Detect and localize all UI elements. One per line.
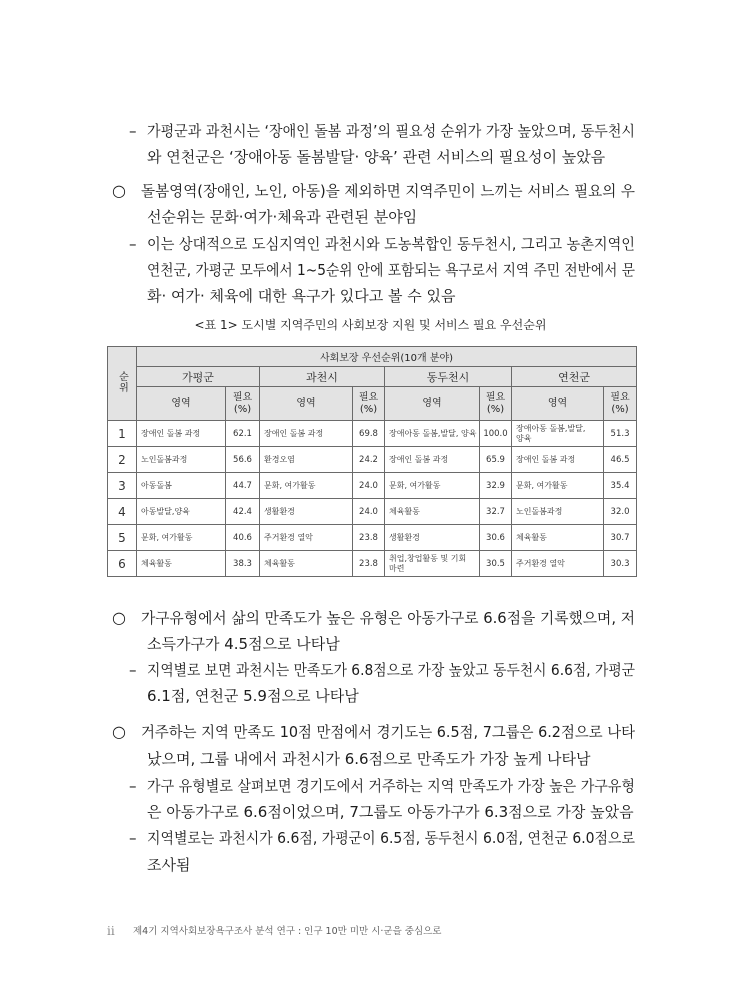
table-row	[108, 447, 637, 473]
bullet-item	[0, 657, 741, 717]
text-line: 소득가구가 4.5점으로 나타남	[147, 635, 340, 653]
need-cell: 51.3	[604, 421, 637, 447]
area-cell: 취업,창업활동 및 기회 마련	[385, 551, 480, 577]
need-cell: 30.5	[480, 551, 512, 577]
need-cell: 100.0	[480, 421, 512, 447]
table-row	[108, 473, 637, 499]
need-header: 필요(%)	[226, 387, 260, 421]
region-header: 가평군	[137, 367, 260, 387]
area-cell: 문화, 여가활동	[137, 525, 226, 551]
area-cell: 장애인 돌봄 과정	[137, 421, 226, 447]
need-cell: 30.3	[604, 551, 637, 577]
area-cell: 생활환경	[385, 525, 480, 551]
text-line: 났으며, 그룹 내에서 과천시가 6.6점으로 만족도가 가장 높게 나타남	[147, 750, 591, 768]
area-cell: 체육활동	[385, 499, 480, 525]
rank-header-label: 순위	[116, 371, 128, 393]
circle-marker: ○	[112, 181, 126, 200]
area-header: 영역	[385, 387, 480, 421]
area-header: 영역	[137, 387, 226, 421]
need-cell: 32.9	[480, 473, 512, 499]
need-cell: 24.2	[353, 447, 385, 473]
area-cell: 장애인 돌봄 과정	[385, 447, 480, 473]
rank-cell: 1	[108, 421, 137, 447]
need-cell: 24.0	[353, 499, 385, 525]
area-cell: 주거환경 열악	[512, 551, 604, 577]
region-header-row	[108, 367, 637, 387]
area-cell: 체육활동	[512, 525, 604, 551]
need-cell: 46.5	[604, 447, 637, 473]
need-cell: 23.8	[353, 551, 385, 577]
area-cell: 아동발달,양육	[137, 499, 226, 525]
bullet-item	[0, 605, 741, 665]
text-line: 화· 여가· 체육에 대한 욕구가 있다고 볼 수 있음	[147, 287, 456, 305]
table-caption: <표 1> 도시별 지역주민의 사회보장 지원 및 서비스 필요 우선순위	[194, 318, 547, 332]
text-line: 가구유형에서 삶의 만족도가 높은 유형은 아동가구로 6.6점을 기록했으며, 저	[141, 609, 635, 627]
rank-header	[108, 347, 137, 421]
text-line: 조사됨	[147, 856, 191, 874]
table-row	[108, 499, 637, 525]
need-cell: 65.9	[480, 447, 512, 473]
dash-marker: –	[129, 235, 137, 253]
circle-marker: ○	[112, 722, 126, 741]
page-number: ii	[107, 924, 115, 938]
need-cell: 32.0	[604, 499, 637, 525]
group-header: 사회보장 우선순위(10개 분야)	[137, 347, 637, 367]
area-cell: 장애인 돌봄 과정	[260, 421, 353, 447]
need-cell: 24.0	[353, 473, 385, 499]
text-line: 가구 유형별로 살펴보면 경기도에서 거주하는 지역 만족도가 가장 높은 가구유형	[147, 777, 635, 795]
dash-marker: –	[129, 829, 137, 847]
dash-marker: –	[129, 661, 137, 679]
dash-marker: –	[129, 122, 137, 140]
circle-marker: ○	[112, 608, 126, 627]
area-cell: 체육활동	[260, 551, 353, 577]
table-body	[108, 421, 637, 577]
region-header: 과천시	[260, 367, 385, 387]
need-header: 필요(%)	[353, 387, 385, 421]
text-line: 돌봄영역(장애인, 노인, 아동)을 제외하면 지역주민이 느끼는 서비스 필요의 우	[141, 182, 635, 200]
running-footer: 제4기 지역사회보장욕구조사 분석 연구 : 인구 10만 미만 시·군을 중심으로	[133, 926, 442, 937]
text-line: 와 연천군은 ‘장애아동 돌봄발달· 양육’ 관련 서비스의 필요성이 높았음	[147, 148, 606, 166]
text-line: 지역별로는 과천시가 6.6점, 가평군이 6.5점, 동두천시 6.0점, 연천군 6.0점으로	[147, 829, 635, 847]
need-cell: 30.7	[604, 525, 637, 551]
need-cell: 44.7	[226, 473, 260, 499]
bullet-item	[0, 773, 741, 833]
table-row	[108, 525, 637, 551]
area-header: 영역	[260, 387, 353, 421]
bullet-item	[0, 231, 741, 311]
bullet-item	[0, 825, 741, 885]
need-header: 필요(%)	[480, 387, 512, 421]
text-line: 선순위는 문화·여가·체육과 관련된 분야임	[147, 208, 418, 226]
need-cell: 23.8	[353, 525, 385, 551]
bullet-item	[0, 719, 741, 779]
area-cell: 환경오염	[260, 447, 353, 473]
area-header: 영역	[512, 387, 604, 421]
region-header: 동두천시	[385, 367, 512, 387]
area-cell: 아동돌봄	[137, 473, 226, 499]
area-cell: 노인돌봄과정	[137, 447, 226, 473]
need-cell: 69.8	[353, 421, 385, 447]
area-cell: 주거환경 열악	[260, 525, 353, 551]
rank-cell: 4	[108, 499, 137, 525]
area-cell: 문화, 여가활동	[385, 473, 480, 499]
rank-cell: 3	[108, 473, 137, 499]
table-row	[108, 421, 637, 447]
text-line: 거주하는 지역 만족도 10점 만점에서 경기도는 6.5점, 7그룹은 6.2점으로 나타	[141, 723, 635, 741]
need-header: 필요(%)	[604, 387, 637, 421]
need-cell: 56.6	[226, 447, 260, 473]
table-row	[108, 551, 637, 577]
area-cell: 문화, 여가활동	[260, 473, 353, 499]
area-cell: 장애아동 돌봄,발달, 양육	[512, 421, 604, 447]
text-line: 지역별로 보면 과천시는 만족도가 6.8점으로 가장 높았고 동두천시 6.6점, 가평군	[147, 661, 635, 679]
area-cell: 장애아동 돌봄,발달, 양육	[385, 421, 480, 447]
dash-marker: –	[129, 777, 137, 795]
text-line: 이는 상대적으로 도심지역인 과천시와 도농복합인 동두천시, 그리고 농촌지역인	[147, 235, 635, 253]
text-line: 6.1점, 연천군 5.9점으로 나타남	[147, 687, 359, 705]
text-line: 가평군과 과천시는 ‘장애인 돌봄 과정’의 필요성 순위가 가장 높았으며, 동두천시	[147, 122, 635, 140]
need-cell: 30.6	[480, 525, 512, 551]
need-cell: 32.7	[480, 499, 512, 525]
table-header-row	[108, 347, 637, 367]
bullet-item	[0, 118, 741, 178]
rank-cell: 2	[108, 447, 137, 473]
text-line: 은 아동가구로 6.6점이었으며, 7그룹도 아동가구가 6.3점으로 가장 높았음	[147, 803, 634, 821]
need-cell: 38.3	[226, 551, 260, 577]
need-cell: 35.4	[604, 473, 637, 499]
need-cell: 62.1	[226, 421, 260, 447]
area-cell: 체육활동	[137, 551, 226, 577]
need-cell: 42.4	[226, 499, 260, 525]
area-cell: 장애인 돌봄 과정	[512, 447, 604, 473]
rank-cell: 6	[108, 551, 137, 577]
region-header: 연천군	[512, 367, 637, 387]
text-line: 연천군, 가평군 모두에서 1~5순위 안에 포함되는 욕구로서 지역 주민 전반에서 문	[147, 261, 635, 279]
area-cell: 노인돌봄과정	[512, 499, 604, 525]
need-cell: 40.6	[226, 525, 260, 551]
column-header-row	[108, 387, 637, 421]
area-cell: 생활환경	[260, 499, 353, 525]
priority-table	[107, 346, 637, 577]
bullet-item	[0, 178, 741, 238]
rank-cell: 5	[108, 525, 137, 551]
area-cell: 문화, 여가활동	[512, 473, 604, 499]
